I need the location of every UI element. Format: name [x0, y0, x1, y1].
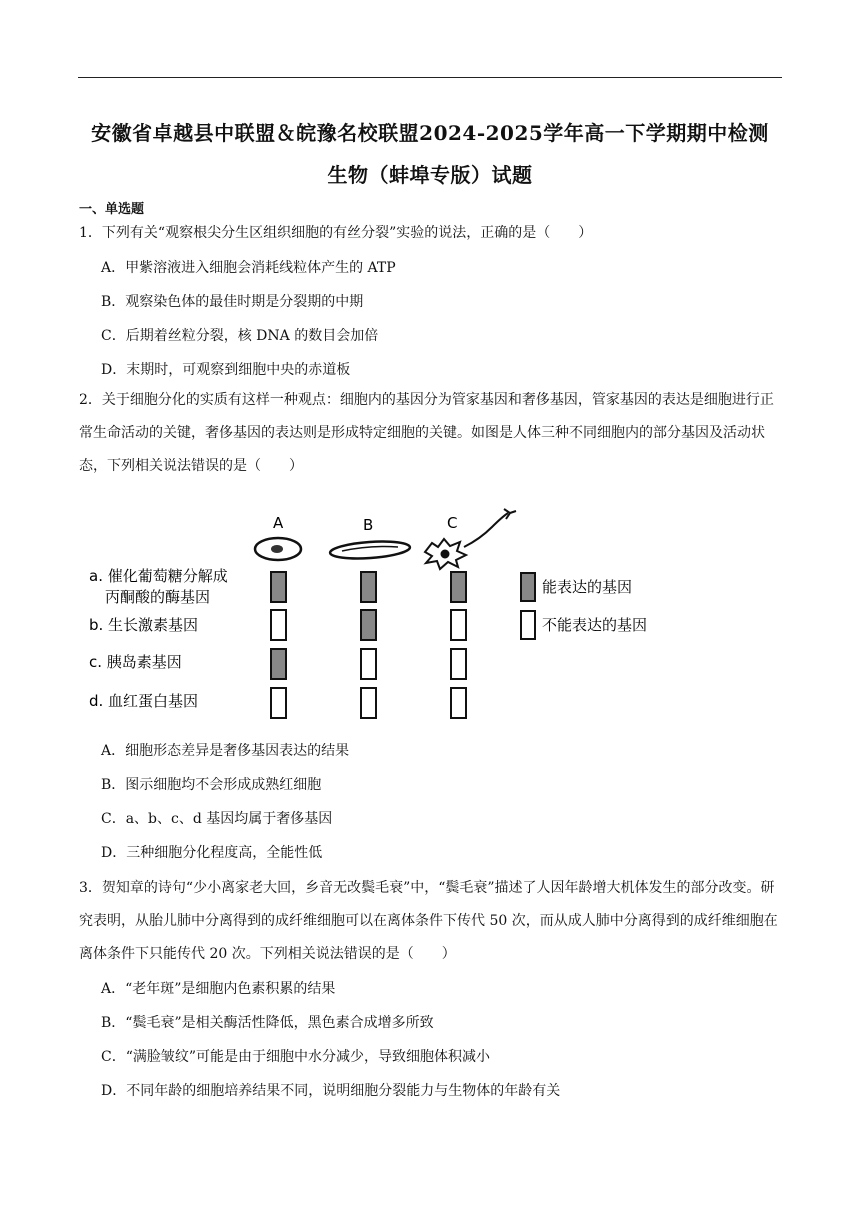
gene-box-a-cell-a	[271, 572, 286, 602]
gene-box-c-cell-c	[451, 649, 466, 679]
cell-label-b: B	[363, 516, 374, 534]
legend-expressed-label: 能表达的基因	[542, 578, 633, 596]
question-2-option-d: D．三种细胞分化程度高，全能性低	[101, 845, 323, 861]
gene-expression-figure	[80, 505, 680, 730]
gene-box-d-cell-b	[361, 688, 376, 718]
gene-label-c: c. 胰岛素基因	[89, 653, 182, 671]
legend-not-expressed-label: 不能表达的基因	[542, 616, 648, 634]
cell-b-drawing	[330, 539, 411, 561]
question-1-option-d: D．末期时，可观察到细胞中央的赤道板	[101, 362, 351, 378]
question-3-option-d: D．不同年龄的细胞培养结果不同，说明细胞分裂能力与生物体的年龄有关	[101, 1083, 561, 1099]
cell-c-drawing	[425, 509, 516, 569]
gene-label-d: d. 血红蛋白基因	[89, 692, 199, 710]
question-1-option-c: C．后期着丝粒分裂，核 DNA 的数目会加倍	[101, 328, 379, 344]
gene-box-d-cell-c	[451, 688, 466, 718]
cell-label-a: A	[273, 514, 284, 532]
question-3-stem: 3．贺知章的诗句“少小离家老大回，乡音无改鬓毛衰”中，“鬓毛衰”描述了人因年龄增大机体发生的部分改变。研究表明，从胎儿肺中分离得到的成纤维细胞可以在离体条件下传代 50 次，而从成人肺中分离得到的成纤维细胞在离体条件下只能传代 20 次。下列相关说法错误的是（ ）	[79, 880, 778, 962]
gene-box-c-cell-a	[271, 649, 286, 679]
question-1-option-b: B．观察染色体的最佳时期是分裂期的中期	[101, 294, 364, 310]
question-3-option-c: C．“满脸皱纹”可能是由于细胞中水分减少，导致细胞体积减小	[101, 1049, 491, 1065]
gene-box-grid	[271, 572, 466, 718]
cell-label-c: C	[447, 514, 458, 532]
question-2-option-a: A．细胞形态差异是奢侈基因表达的结果	[101, 743, 350, 759]
question-1-option-a: A．甲紫溶液进入细胞会消耗线粒体产生的 ATP	[101, 260, 396, 276]
gene-box-b-cell-c	[451, 610, 466, 640]
header-rule	[78, 77, 782, 78]
gene-label-b: b. 生长激素基因	[89, 616, 199, 634]
gene-box-a-cell-b	[361, 572, 376, 602]
question-2-option-b: B．图示细胞均不会形成成熟红细胞	[101, 777, 322, 793]
legend-expressed-swatch	[521, 573, 535, 601]
gene-box-b-cell-a	[271, 610, 286, 640]
question-2-option-c: C．a、b、c、d 基因均属于奢侈基因	[101, 811, 333, 827]
gene-box-b-cell-b	[361, 610, 376, 640]
page-title: 安徽省卓越县中联盟＆皖豫名校联盟2024-2025学年高一下学期期中检测	[91, 121, 769, 145]
gene-box-c-cell-b	[361, 649, 376, 679]
section-heading: 一、单选题	[79, 202, 145, 217]
gene-box-d-cell-a	[271, 688, 286, 718]
legend-not-expressed-swatch	[521, 611, 535, 639]
cell-a-drawing	[255, 538, 301, 560]
question-3-option-a: A．“老年斑”是细胞内色素积累的结果	[101, 981, 336, 997]
gene-box-a-cell-c	[451, 572, 466, 602]
gene-label-a-line1: a. 催化葡萄糖分解成	[89, 567, 228, 585]
gene-label-a-line2: 丙酮酸的酶基因	[105, 588, 211, 606]
question-1-stem: 1．下列有关“观察根尖分生区组织细胞的有丝分裂”实验的说法，正确的是（ ）	[79, 225, 593, 241]
question-2-stem: 2．关于细胞分化的实质有这样一种观点：细胞内的基因分为管家基因和奢侈基因，管家基因的表达是细胞进行正常生命活动的关键，奢侈基因的表达则是形成特定细胞的关键。如图是人体三种不同细胞内的部分基因及活动状态，下列相关说法错误的是（ ）	[79, 392, 774, 474]
page-subtitle: 生物（蚌埠专版）试题	[327, 163, 533, 187]
question-3-option-b: B．“鬓毛衰”是相关酶活性降低，黑色素合成增多所致	[101, 1015, 434, 1031]
